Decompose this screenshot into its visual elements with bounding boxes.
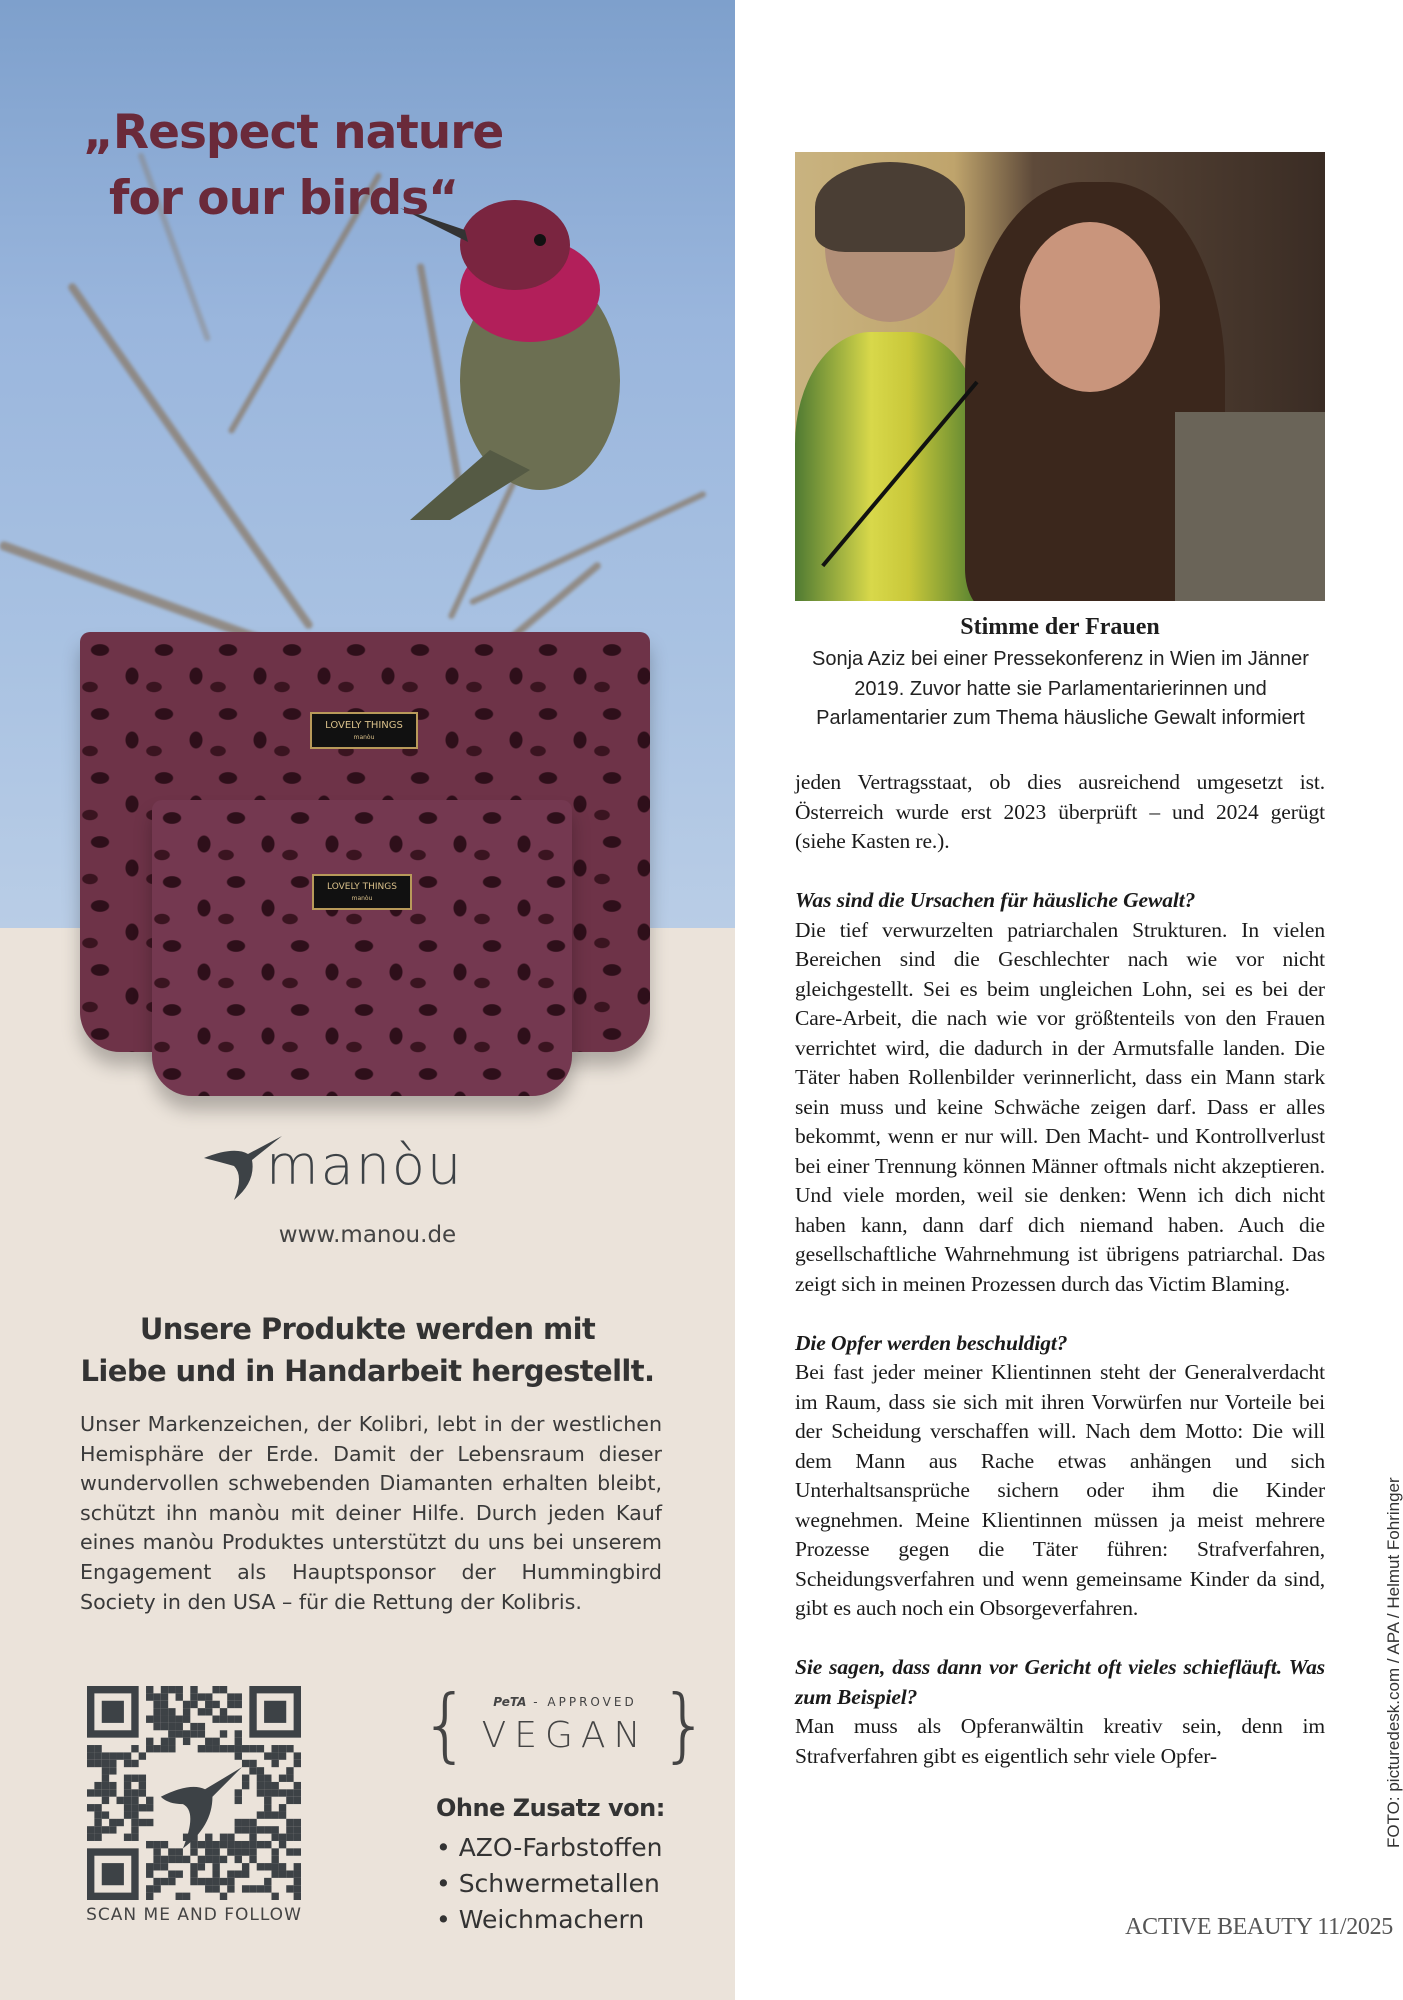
ohne-zusatz-list bbox=[436, 1830, 662, 1938]
qr-code[interactable] bbox=[87, 1686, 301, 1900]
answer: Man muss als Opferanwältin kreativ sein, denn im Strafverfahren gibt es eigentlich sehr viele Opfer- bbox=[795, 1714, 1325, 1768]
caption-title: Stimme der Frauen bbox=[960, 614, 1160, 640]
website-url[interactable]: www.manou.de bbox=[278, 1222, 457, 1248]
article-intro: jeden Vertragsstaat, ob dies ausreichend umgesetzt ist. Österreich wurde erst 2023 überprüft – und 2024 gerügt (siehe Kasten re.). bbox=[795, 770, 1325, 853]
qr-label: SCAN ME AND FOLLOW bbox=[86, 1905, 302, 1925]
question: Die Opfer werden beschuldigt? bbox=[795, 1330, 1068, 1355]
answer: Bei fast jeder meiner Klientinnen steht der Generalverdacht im Raum, dass sie sich mit ihren Vorwürfen nur Vorteile bei der Scheidung verschaffen will. Nach dem Motto: Die will dem Mann aus Rache etwas anhängen und sich Unterhaltsansprüche sichern oder ihm die Kinder wegnehmen. Meine Klientinnen müssen ja meist mehrere Prozesse gegen die Täter führen: Strafverfahren, Scheidungsverfahren und wenn gemeinsame Kinder da sind, gibt es auch noch ein Obsorgeverfahren. bbox=[795, 1360, 1325, 1620]
list-item: • Weichmachern bbox=[436, 1905, 645, 1934]
small-cosmetic-bag bbox=[152, 800, 572, 1096]
article-photo bbox=[795, 152, 1325, 601]
left-brace-icon: { bbox=[420, 1678, 471, 1771]
answer: Die tief verwurzelten patriarchalen Strukturen. In vielen Bereichen sind die Geschlechter nach wie vor nicht gleichgestellt. Sei es beim ungleichen Lohn, sei es bei der Care-Arbeit, die nach wie vor größtenteils von den Frauen verrichtet wird, die dadurch in der Armutsfalle landen. Die Täter haben Rollenbilder verinnerlicht, dass ein Mann stark sein muss und keine Schwäche zeigen darf. Dass er alles bekommt, wenn er nur will. Den Macht- und Kontrollverlust bei einer Trennung können Männer oftmals nicht akzeptieren. Und viele morden, weil sie denken: Wenn ich dich nicht haben kann, dann darf dich niemand haben. Auch die gesellschaftliche Wahrnehmung ist übrigens patriarchal. Das zeigt sich in meinen Prozessen durch das Victim Blaming. bbox=[795, 917, 1325, 1296]
article-section-2 bbox=[795, 1329, 1325, 1624]
question: Sie sagen, dass dann vor Gericht oft vieles schiefläuft. Was zum Beispiel? bbox=[795, 1655, 1325, 1709]
ad-headline: „Respect nature for our birds“ bbox=[83, 105, 504, 226]
photo-caption: Sonja Aziz bei einer Pressekonferenz in Wien im Jänner 2019. Zuvor hatte sie Parlamentarierinnen und Parlamentarier zum Thema häusliche Gewalt informiert bbox=[812, 648, 1309, 729]
list-item: • AZO-Farbstoffen bbox=[436, 1833, 663, 1862]
article-body bbox=[795, 768, 1325, 1771]
bag-label: LOVELY THINGS manòu bbox=[312, 874, 412, 910]
page-footer: ACTIVE BEAUTY 11/2025 bbox=[1125, 1914, 1393, 1940]
peta-vegan-badge: { PeTA - APPROVED VEGAN } bbox=[420, 1678, 710, 1771]
article-section-3 bbox=[795, 1653, 1325, 1771]
article-section-1 bbox=[795, 886, 1325, 1299]
ad-body-text: Unser Markenzeichen, der Kolibri, lebt in der westlichen Hemisphäre der Erde. Damit der Lebensraum dieser wundervollen schwebenden Diamanten erhalten bleibt, schützt ihn manòu mit deiner Hilfe. Durch jeden Kauf eines manòu Produktes unterstützt du uns bei unserem Engagement als Hauptsponsor der Hummingbird Society in den USA – für die Rettung der Kolibris. bbox=[80, 1412, 662, 1614]
right-brace-icon: } bbox=[659, 1678, 710, 1771]
manou-logo: manòu bbox=[204, 1132, 474, 1208]
ohne-zusatz-title: Ohne Zusatz von: bbox=[436, 1794, 665, 1822]
ad-heading: Unsere Produkte werden mit Liebe und in Handarbeit hergestellt. bbox=[80, 1312, 655, 1388]
bag-label: LOVELY THINGS manòu bbox=[310, 712, 418, 749]
list-item: • Schwermetallen bbox=[436, 1869, 660, 1898]
question: Was sind die Ursachen für häusliche Gewalt? bbox=[795, 888, 1196, 912]
photo-credit: FOTO: picturedesk.com / APA / Helmut Fohringer bbox=[1384, 1477, 1403, 1848]
